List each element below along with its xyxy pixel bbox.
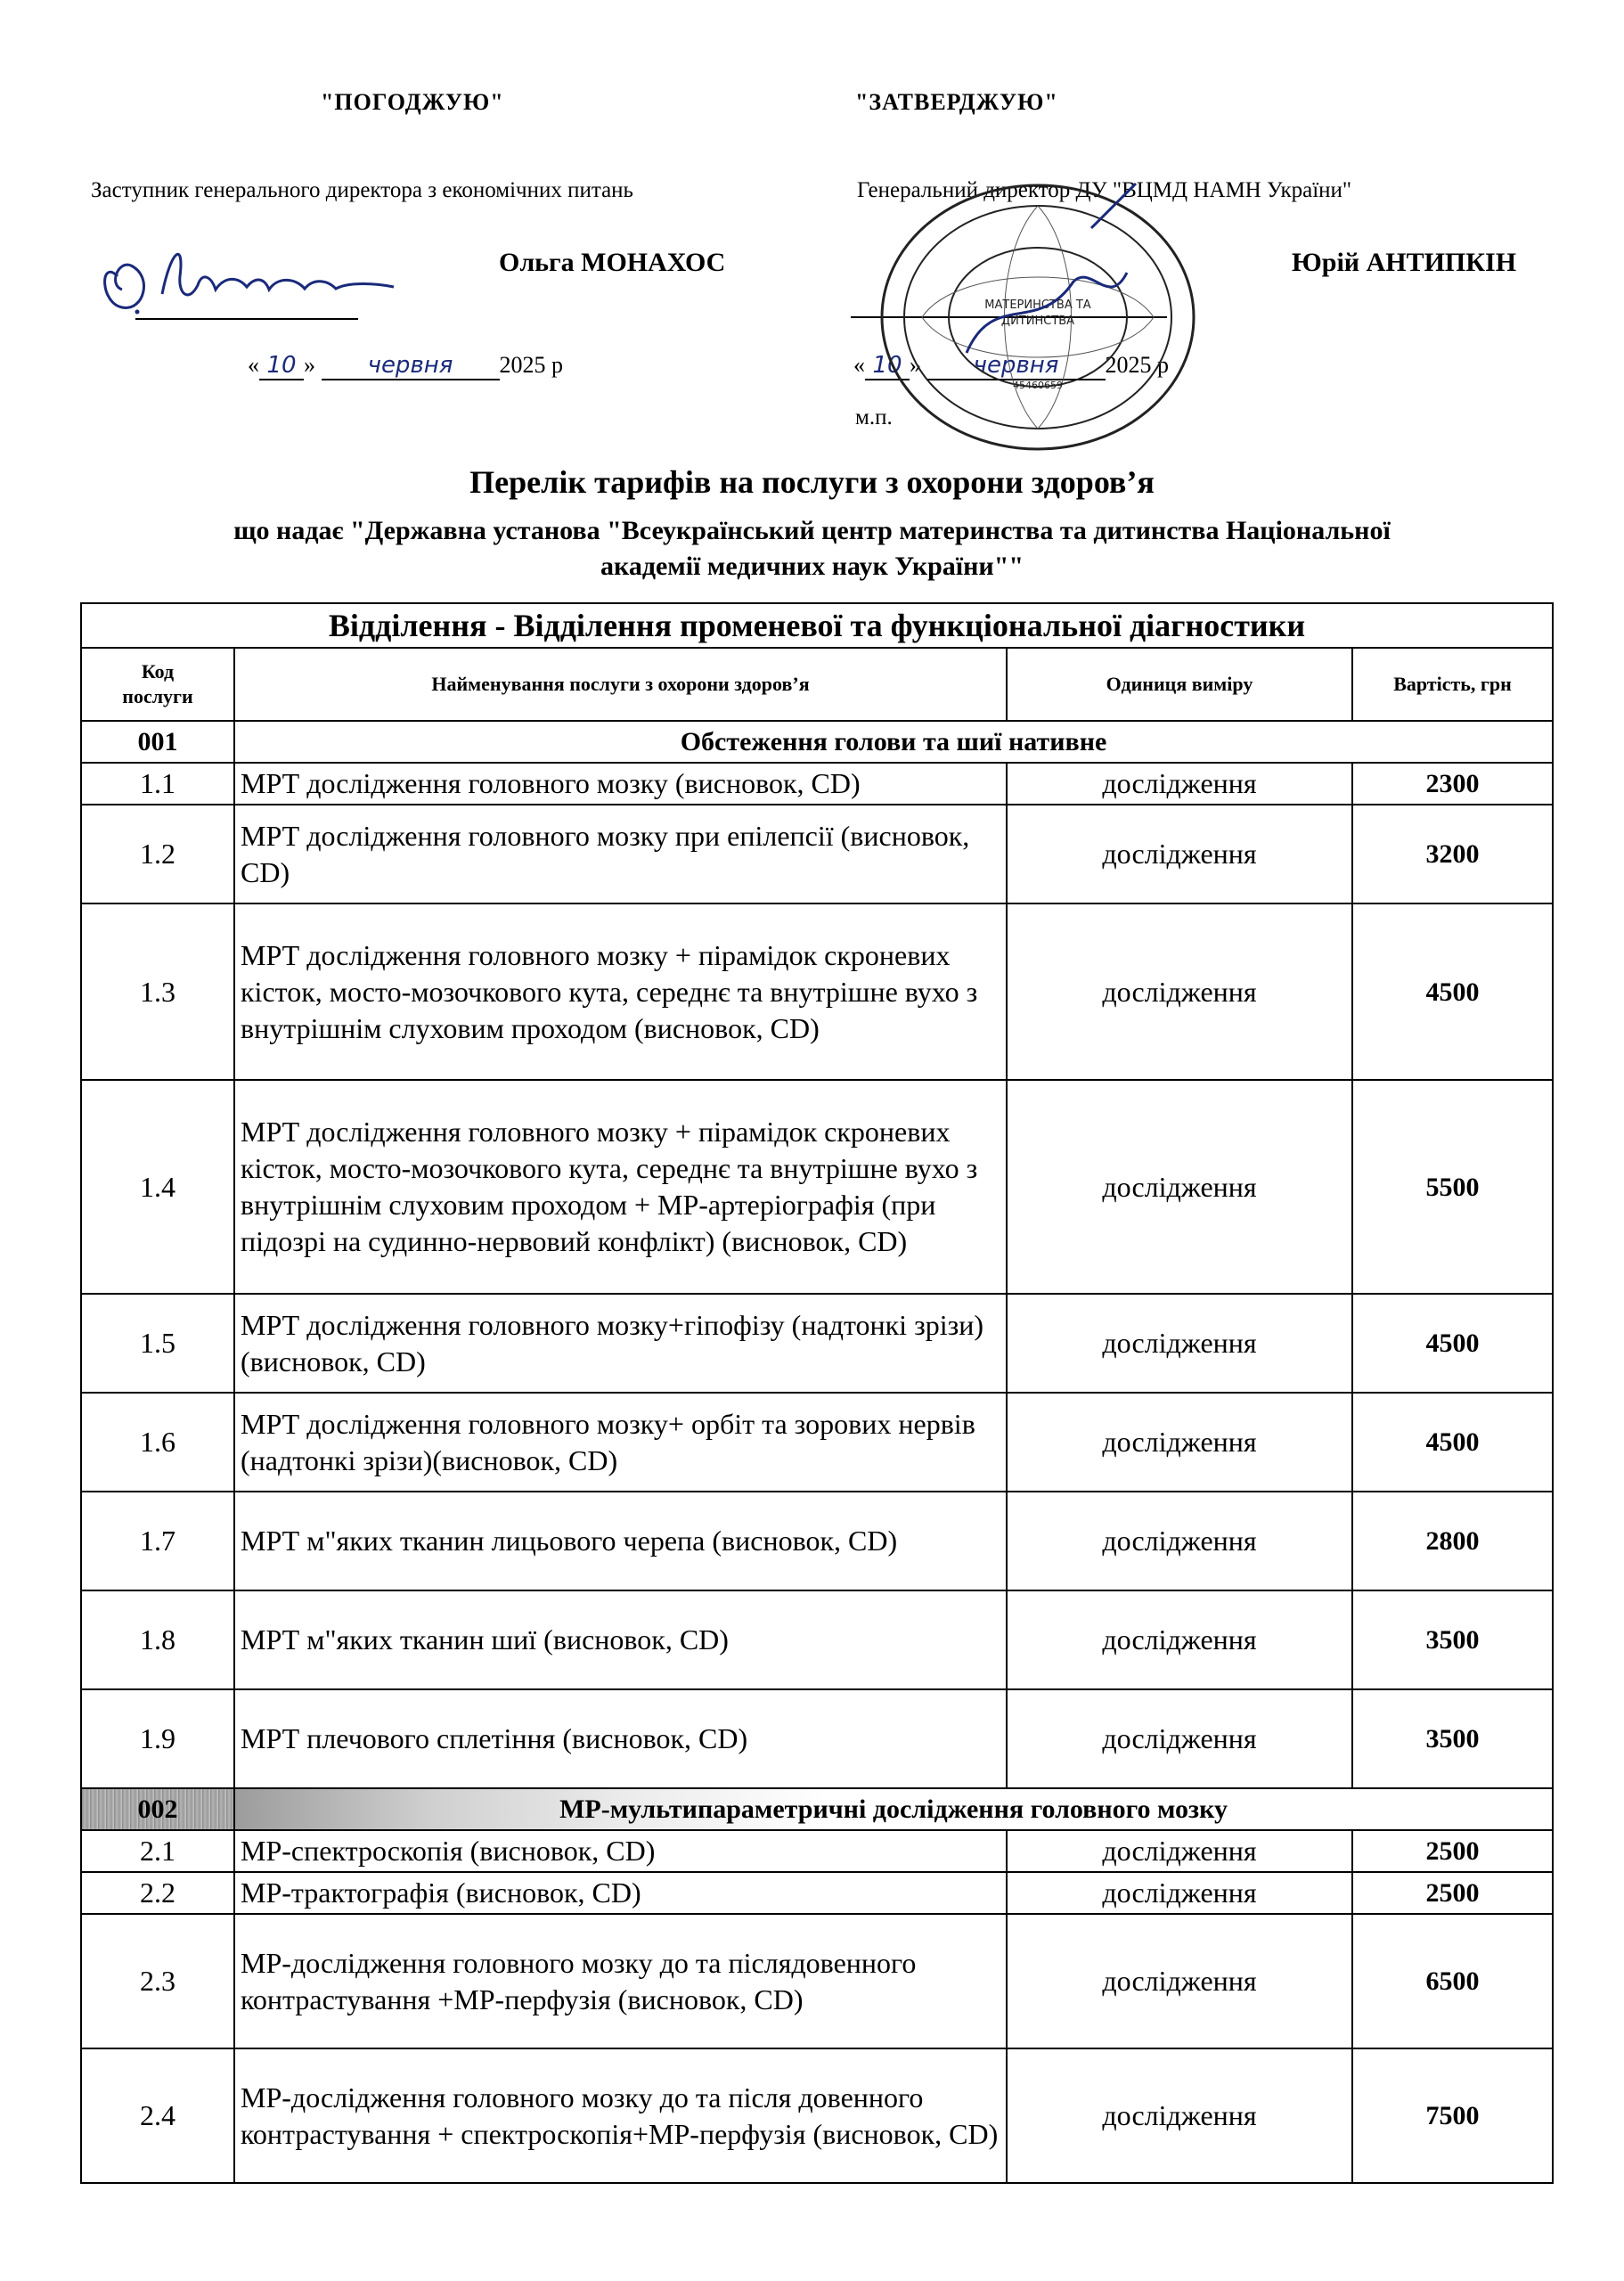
service-unit: дослідження [1007,1914,1352,2048]
table-row [81,1914,1553,2048]
service-code: 1.5 [81,1294,234,1393]
left-approval-date: « 10 » червня 2025 р [248,352,563,379]
service-code: 1.9 [81,1689,234,1788]
section-row [81,721,1553,763]
department-row [81,603,1553,648]
service-name: МР-дослідження головного мозку до та післядовенного контрастування +МР-перфузія (висновок, CD) [234,1914,1007,2048]
service-price: 4500 [1352,1294,1553,1393]
service-price: 4500 [1352,1393,1553,1492]
table-row [81,805,1553,903]
service-code: 2.4 [81,2048,234,2183]
table-row [81,1830,1553,1872]
service-price: 3500 [1352,1689,1553,1788]
service-name: МР-трактографія (висновок, CD) [234,1872,1007,1914]
service-name: МР-дослідження головного мозку до та після довенного контрастування + спектроскопія+МР-перфузія (висновок, CD) [234,2048,1007,2183]
service-unit: дослідження [1007,1830,1352,1872]
service-unit: дослідження [1007,903,1352,1080]
stamp-place-label: м.п. [855,405,893,429]
service-name: МРТ дослідження головного мозку+ орбіт та зорових нервів (надтонкі зрізи)(висновок, CD) [234,1393,1007,1492]
service-name: МРТ м"яких тканин лицьового черепа (висновок, CD) [234,1492,1007,1590]
header-price: Вартість, грн [1352,648,1553,721]
svg-text:45460659: 45460659 [1013,380,1063,391]
svg-text:МАТЕРИНСТВА ТА: МАТЕРИНСТВА ТА [984,298,1091,312]
table-row [81,1689,1553,1788]
service-name: МР-спектроскопія (висновок, CD) [234,1830,1007,1872]
service-name: МРТ м"яких тканин шиї (висновок, CD) [234,1590,1007,1689]
table-row [81,1492,1553,1590]
right-date-year: 2025 р [1105,352,1169,378]
section-code: 001 [81,721,234,763]
service-unit: дослідження [1007,1294,1352,1393]
table-row [81,763,1553,805]
header-code-line1: Код [141,660,175,683]
service-code: 1.4 [81,1080,234,1294]
service-name: МРТ дослідження головного мозку (висновок, CD) [234,763,1007,805]
service-code: 1.1 [81,763,234,805]
service-code: 2.2 [81,1872,234,1914]
service-unit: дослідження [1007,1080,1352,1294]
service-price: 5500 [1352,1080,1553,1294]
service-code: 1.2 [81,805,234,903]
service-unit: дослідження [1007,1393,1352,1492]
service-code: 1.3 [81,903,234,1080]
service-name: МРТ дослідження головного мозку при епілепсії (висновок, CD) [234,805,1007,903]
tariffs-table [80,602,1554,2184]
table-row [81,1294,1553,1393]
service-price: 7500 [1352,2048,1553,2183]
service-code: 1.6 [81,1393,234,1492]
right-approver-name: Юрій АНТИПКІН [1292,248,1517,277]
header-unit: Одиниця виміру [1007,648,1352,721]
department-title: Відділення - Відділення променевої та функціональної діагностики [81,603,1553,648]
table-row [81,1080,1553,1294]
section-title: Обстеження голови та шиї нативне [234,721,1553,763]
service-unit: дослідження [1007,1590,1352,1689]
left-approver-name: Ольга МОНАХОС [499,248,726,277]
service-name: МРТ дослідження головного мозку + пірамідок скроневих кісток, мосто-мозочкового кута, середнє та внутрішне вухо з внутрішнім слуховим проходом + МР-артеріографія (при підозрі на судинно-нервовий конфлікт) (висновок, CD) [234,1080,1007,1294]
section-code: 002 [81,1788,234,1830]
section-row [81,1788,1553,1830]
left-date-month: червня [322,352,500,380]
table-row [81,2048,1553,2183]
service-price: 6500 [1352,1914,1553,2048]
table-row [81,1590,1553,1689]
service-code: 1.8 [81,1590,234,1689]
service-code: 2.1 [81,1830,234,1872]
service-unit: дослідження [1007,805,1352,903]
service-code: 1.7 [81,1492,234,1590]
official-stamp-seal [869,175,1207,451]
service-name: МРТ дослідження головного мозку + пірамідок скроневих кісток, мосто-мозочкового кута, середнє та внутрішне вухо з внутрішнім слуховим проходом (висновок, CD) [234,903,1007,1080]
right-approval-date: « 10 » червня 2025 р [853,352,1169,379]
service-unit: дослідження [1007,763,1352,805]
header-name: Найменування послуги з охорони здоров’я [234,648,1007,721]
right-date-month: червня [927,352,1106,380]
left-date-year: 2025 р [499,352,563,378]
service-code: 2.3 [81,1914,234,2048]
svg-text:ДИТИНСТВА: ДИТИНСТВА [1000,315,1075,328]
right-approver-position: Генеральний директор ДУ "ВЦМД НАМН України" [857,178,1352,202]
left-date-day: 10 [259,352,304,380]
service-price: 2500 [1352,1872,1553,1914]
service-unit: дослідження [1007,1689,1352,1788]
table-row [81,1393,1553,1492]
service-name: МРТ дослідження головного мозку+гіпофізу (надтонкі зрізи) (висновок, CD) [234,1294,1007,1393]
table-row [81,903,1553,1080]
service-price: 3200 [1352,805,1553,903]
header-code [81,648,234,721]
left-approver-position: Заступник генерального директора з економічних питань [91,178,633,202]
service-price: 2800 [1352,1492,1553,1590]
service-price: 4500 [1352,903,1553,1080]
left-approval-title: "ПОГОДЖУЮ" [321,89,504,115]
table-header-row [81,648,1553,721]
service-unit: дослідження [1007,2048,1352,2183]
section-title: МР-мультипараметричні дослідження головного мозку [234,1788,1553,1830]
service-price: 3500 [1352,1590,1553,1689]
service-unit: дослідження [1007,1492,1352,1590]
service-price: 2500 [1352,1830,1553,1872]
service-unit: дослідження [1007,1872,1352,1914]
header-code-line2: послуги [122,685,193,707]
service-name: МРТ плечового сплетіння (висновок, CD) [234,1689,1007,1788]
left-signature [82,223,456,321]
document-title: Перелік тарифів на послуги з охорони здоров’я [469,464,1155,500]
document-subtitle-line2: академії медичних наук України"" [600,552,1024,581]
right-date-day: 10 [865,352,910,380]
table-row [81,1872,1553,1914]
right-approval-title: "ЗАТВЕРДЖУЮ" [855,89,1058,115]
document-subtitle-line1: що надає "Державна установа "Всеукраїнський центр материнства та дитинства Національної [233,516,1391,545]
service-price: 2300 [1352,763,1553,805]
